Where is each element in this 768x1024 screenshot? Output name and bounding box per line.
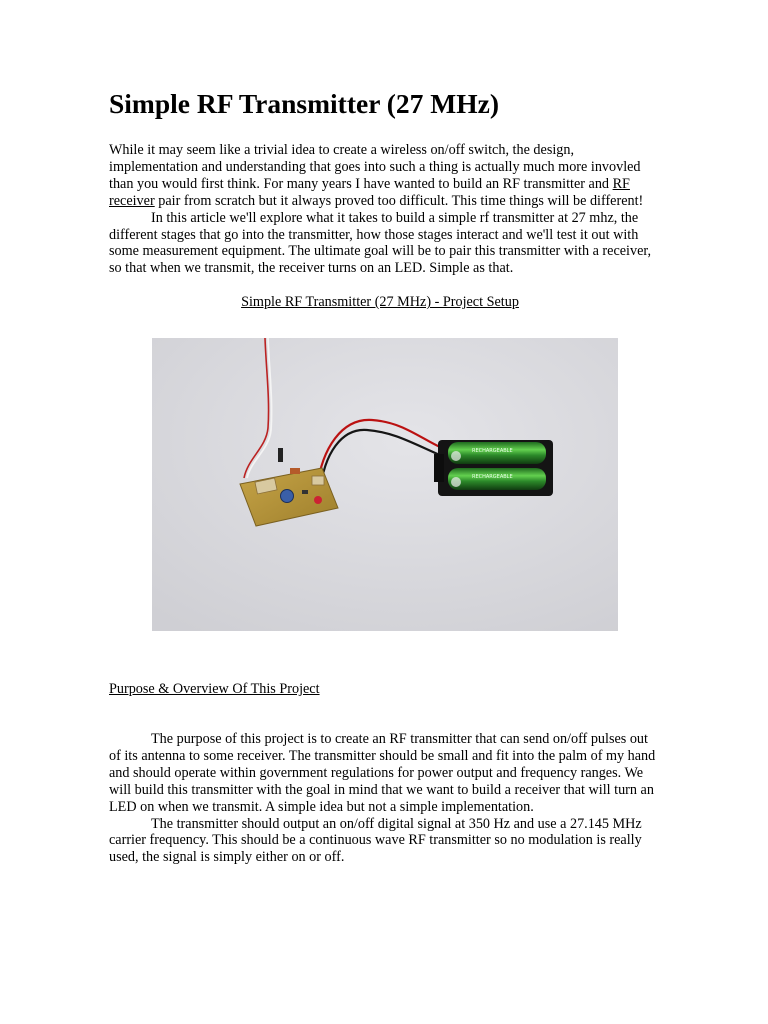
battery-pack (434, 440, 553, 496)
page-title: Simple RF Transmitter (27 MHz) (109, 88, 500, 119)
figure-caption: Simple RF Transmitter (27 MHz) - Project Setup (241, 294, 519, 311)
rf-receiver-link[interactable]: RF receiver (109, 175, 630, 209)
section-paragraph-2: The transmitter should output an on/off digital signal at 350 Hz and use a 27.145 MHz carrier frequency. This should be a continuous wave RF transmitter so no modulation is really used, the signal is simply either on or off. (109, 815, 642, 866)
section-body (109, 731, 657, 866)
intro-text-1b: pair from scratch but it always proved too difficult. This time things will be different! (154, 192, 644, 209)
project-setup-photo (152, 338, 618, 631)
figure-caption-wrap (109, 293, 657, 311)
battery-label-top: RECHARGEABLE (472, 448, 513, 454)
intro-paragraph-2: In this article we'll explore what it takes to build a simple rf transmitter at 27 mhz, the different stages that go into the transmitter, how those stages interact and we'll test it out with some measurement equipment. The ultimate goal will be to pair this transmitter with a receiver, so that when we transmit, the receiver turns on an LED. Simple as that. (109, 209, 652, 277)
article-body (109, 84, 657, 311)
battery-label-bottom: RECHARGEABLE (472, 474, 513, 480)
intro-text-1a: While it may seem like a trivial idea to create a wireless on/off switch, the design, implementation and understanding that goes into such a thing is actually much more invovled than you would first think. For many years I have wanted to build an RF transmitter and (109, 142, 641, 192)
intro-paragraph-1 (109, 142, 657, 210)
section-heading: Purpose & Overview Of This Project (109, 681, 320, 697)
section-paragraph-1: The purpose of this project is to create an RF transmitter that can send on/off pulses out of its antenna to some receiver. The transmitter should be small and fit into the palm of my hand and should operate within government regulations for power output and frequency ranges. We will build this transmitter with the goal in mind that we want to build a receiver that will turn an LED on when we transmit. A simple idea but not a simple implementation. (109, 731, 656, 815)
